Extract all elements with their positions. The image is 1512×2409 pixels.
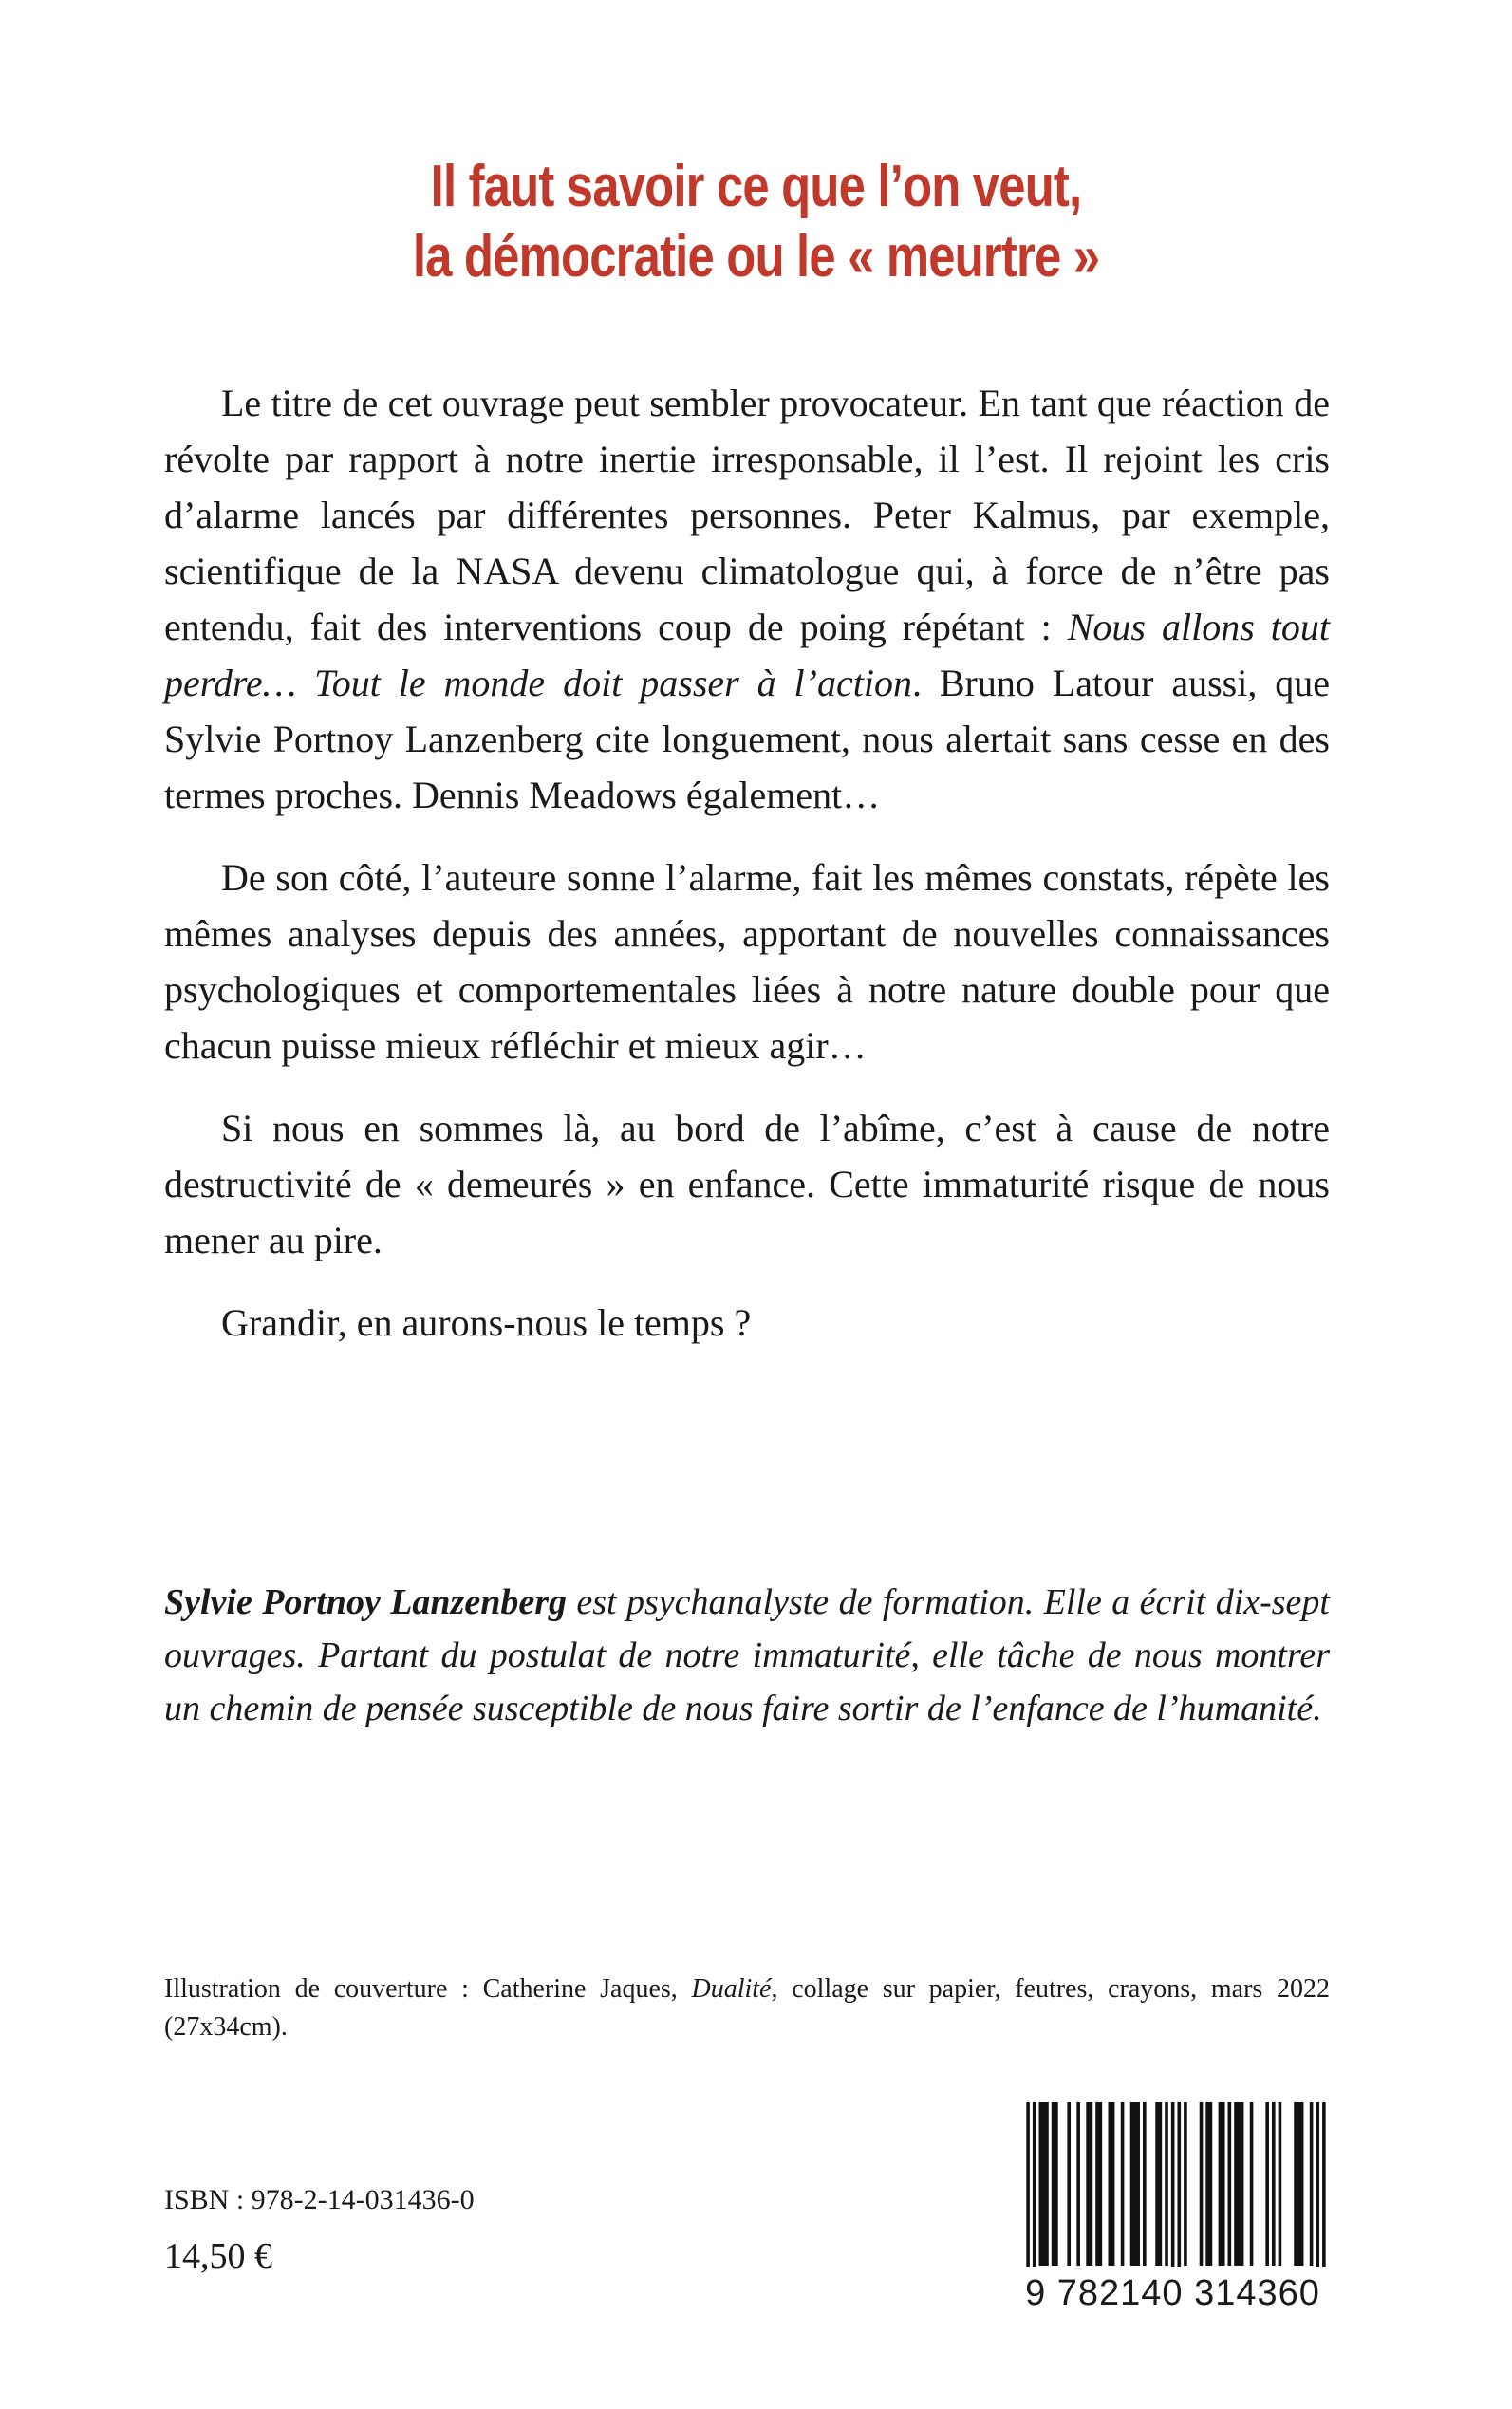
barcode-digits: 9 782140 314360 [1014, 2267, 1332, 2320]
blurb-p1-text-b: . Bruno Latour aussi, que Sylvie Portnoy Lanzenberg cite longuement, nous alertait sans cesse en des termes proches. Dennis Meadows également… [164, 662, 1330, 816]
barcode-bar [1209, 2102, 1213, 2266]
barcode-bar [1159, 2102, 1163, 2266]
barcode-bar [1136, 2102, 1140, 2266]
barcode-bar [1310, 2102, 1314, 2266]
cover-credit-text-b: , collage sur papier, feutres, crayons, mars 2022 (27x34cm). [164, 1974, 1330, 2042]
author-bio-text: est psychanalyste de formation. Elle a écrit dix-sept ouvrages. Partant du postulat de notre immaturité, elle tâche de nous montrer un chemin de pensée susceptible de nous faire sortir de l’enfance de l’humanité. [164, 1582, 1330, 1728]
blurb-paragraph-4: Grandir, en aurons-nous le temps ? [221, 1301, 752, 1344]
barcode-bar [1045, 2102, 1049, 2266]
barcode-bar [1055, 2102, 1058, 2266]
barcode-bar [1200, 2102, 1204, 2266]
barcode-bar [1042, 2102, 1046, 2266]
headline [252, 152, 1259, 292]
barcode-bar [1052, 2102, 1055, 2266]
barcode-bar [1300, 2102, 1304, 2266]
barcode-bar [1111, 2102, 1115, 2266]
barcode-bar [1297, 2102, 1301, 2266]
blurb [164, 375, 1330, 1377]
barcode-bar [1219, 2102, 1223, 2266]
barcode-bar [1234, 2102, 1238, 2266]
barcode-bar [1184, 2102, 1187, 2266]
headline-line-2: la démocratie ou le « meurtre » [412, 224, 1100, 289]
barcode-bar [1272, 2102, 1276, 2266]
author-name: Sylvie Portnoy Lanzenberg [164, 1582, 567, 1622]
blurb-paragraph-3: Si nous en sommes là, au bord de l’abîme, c’est à cause de notre destructivité de « demeurés » en enfance. Cette immaturité risque de nous mener au pire. [164, 1107, 1330, 1261]
barcode-bar [1205, 2102, 1209, 2266]
blurb-paragraph-1 [164, 375, 1330, 823]
barcode-bar [1228, 2102, 1232, 2266]
blurb-p1-quote: Nous allons tout perdre… Tout le monde doit passer à l’action [164, 606, 1331, 704]
barcode-bar [1109, 2102, 1112, 2266]
barcode-bar [1155, 2102, 1159, 2266]
barcode-bar [1165, 2102, 1168, 2266]
barcode-bar [1238, 2102, 1241, 2266]
author-bio [164, 1576, 1330, 1735]
barcode-bar [1279, 2102, 1282, 2266]
barcode-bar [1265, 2102, 1269, 2266]
barcode-bar [1130, 2102, 1134, 2266]
barcode-bar [1222, 2102, 1225, 2266]
barcode-bar [1143, 2102, 1147, 2266]
barcode-bar [1121, 2102, 1125, 2266]
barcode-bar [1076, 2102, 1080, 2266]
barcode-bar [1133, 2102, 1137, 2266]
cover-artwork-title: Dualité [691, 1974, 772, 2004]
barcode-bar [1250, 2102, 1254, 2266]
cover-credit [164, 1970, 1330, 2046]
barcode-bar [1099, 2102, 1103, 2266]
barcode-bar [1095, 2102, 1099, 2266]
barcode-bar [1090, 2102, 1093, 2266]
barcode-bar [1241, 2102, 1244, 2266]
price: 14,50 € [164, 2236, 272, 2276]
barcode-bar [1067, 2102, 1071, 2266]
isbn: ISBN : 978-2-14-031436-0 [164, 2184, 475, 2215]
barcode-bar [1086, 2102, 1090, 2266]
barcode-bar [1039, 2102, 1043, 2266]
blurb-p1-text-a: Le titre de cet ouvrage peut sembler provocateur. En tant que réaction de révolte par rapport à notre inertie irresponsable, il l’est. Il rejoint les cris d’alarme lancés par différentes personnes. Peter Kalmus, par exemple, scientifique de la NASA devenu climatologue qui, à force de n’être pas entendu, fait des interventions coup de poing répétant : [164, 382, 1330, 648]
headline-line-1: Il faut savoir ce que l’on veut, [430, 154, 1082, 219]
barcode-bar [1294, 2102, 1297, 2266]
cover-credit-text-a: Illustration de couverture : Catherine Jaques, [164, 1974, 692, 2004]
blurb-paragraph-2: De son côté, l’auteure sonne l’alarme, fait les mêmes constats, répète les mêmes analyses depuis des années, apportant de nouvelles connaissances psychologiques et comportementales liées à notre nature double pour que chacun puisse mieux réfléchir et mieux agir… [164, 856, 1330, 1067]
